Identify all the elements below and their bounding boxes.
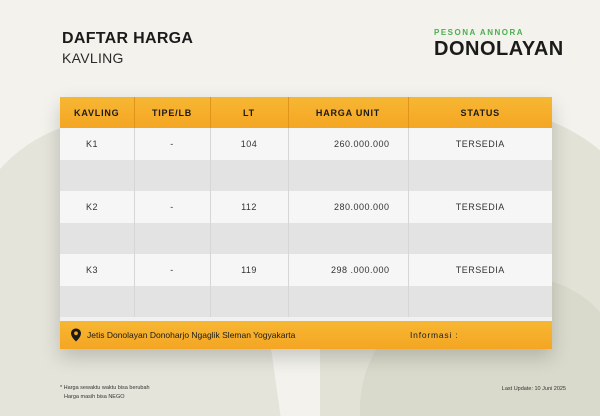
footer-bar	[60, 321, 552, 349]
page-title: DAFTAR HARGA	[62, 30, 194, 47]
cell-status: TERSEDIA	[408, 254, 552, 286]
table-spacer-row	[60, 160, 552, 191]
price-table-card	[60, 97, 552, 349]
cell-status: TERSEDIA	[408, 191, 552, 223]
cell-harga: 298 .000.000	[288, 254, 408, 286]
address-text: Jetis Donolayan Donoharjo Ngaglik Sleman Yogyakarta	[87, 330, 296, 340]
page-header	[62, 30, 193, 66]
table-row	[60, 254, 552, 286]
cell-harga: 280.000.000	[288, 191, 408, 223]
cell-lt: 112	[210, 191, 288, 223]
cell-lt: 119	[210, 254, 288, 286]
table-spacer-row	[60, 286, 552, 317]
brand-logo	[434, 28, 564, 61]
column-header-tipe: TIPE/LB	[134, 97, 210, 128]
cell-tipe: -	[134, 254, 210, 286]
cell-kavling: K3	[60, 254, 134, 286]
cell-status: TERSEDIA	[408, 128, 552, 160]
table-header-row	[60, 97, 552, 128]
info-label: Informasi :	[410, 330, 459, 340]
column-header-lt: LT	[210, 97, 288, 128]
table-spacer-row	[60, 223, 552, 254]
column-header-status: STATUS	[408, 97, 552, 128]
location-pin-icon	[70, 328, 82, 342]
note-line-2: Harga masih bisa NEGO	[64, 394, 125, 400]
page-subtitle: KAVLING	[62, 50, 124, 66]
brand-name: DONOLAYAN	[434, 38, 564, 60]
cell-tipe: -	[134, 191, 210, 223]
table-row	[60, 191, 552, 223]
cell-lt: 104	[210, 128, 288, 160]
column-header-harga: HARGA UNIT	[288, 97, 408, 128]
table-row	[60, 128, 552, 160]
last-update-text: Last Update: 10 Juni 2025	[501, 386, 566, 392]
brand-tagline: PESONA ANNORA	[434, 28, 525, 37]
cell-tipe: -	[134, 128, 210, 160]
price-note	[60, 384, 150, 402]
cell-harga: 260.000.000	[288, 128, 408, 160]
cell-kavling: K1	[60, 128, 134, 160]
price-table	[60, 97, 552, 317]
column-header-kavling: KAVLING	[60, 97, 134, 128]
note-line-1: * Harga sewaktu waktu bisa berubah	[60, 385, 150, 391]
cell-kavling: K2	[60, 191, 134, 223]
